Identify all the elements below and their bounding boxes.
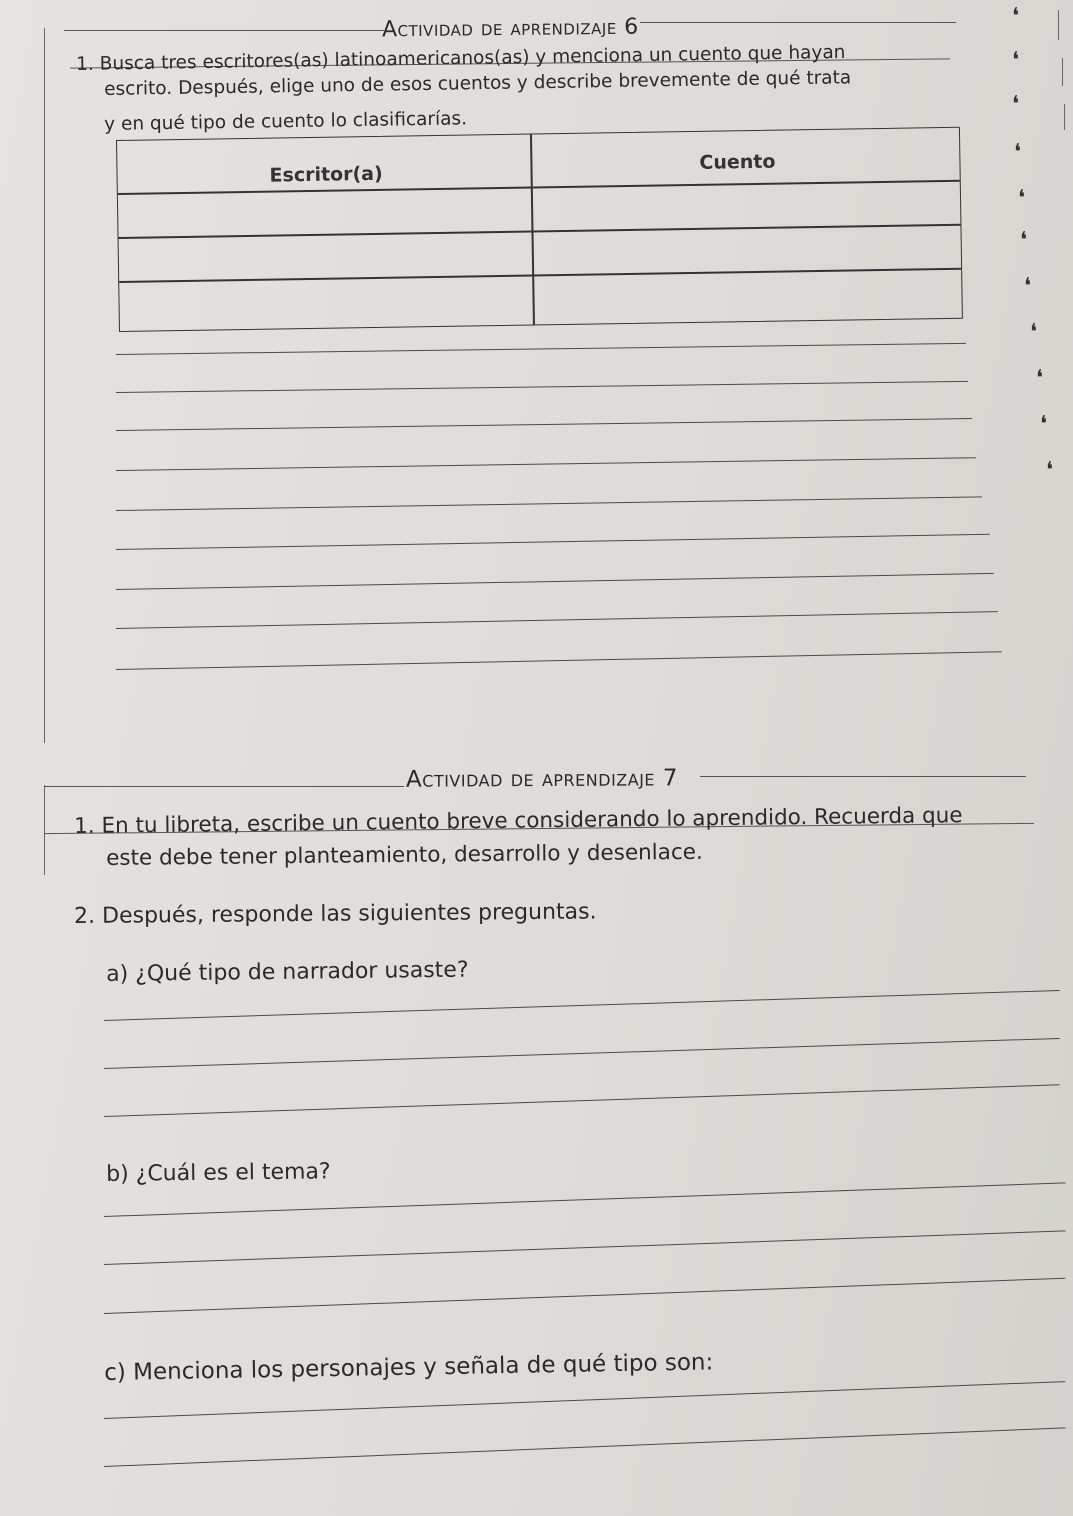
- binding-ring-icon: ❛: [1040, 412, 1048, 437]
- binding-ring-icon: ❛: [1036, 366, 1044, 391]
- answer-line[interactable]: [116, 496, 982, 511]
- activity6-question1-line2: escrito. Después, elige uno de esos cuentos y describe brevemente de qué trata: [104, 67, 852, 100]
- binding-ring-icon: ❛: [1018, 186, 1026, 211]
- binding-ring-icon: ❛: [1014, 140, 1022, 165]
- answer-line[interactable]: [104, 1038, 1060, 1069]
- answer-line[interactable]: [104, 1278, 1065, 1314]
- activity7-question2: 2. Después, responde las siguientes preguntas.: [74, 899, 597, 929]
- table-cell[interactable]: [127, 239, 527, 277]
- answer-line[interactable]: [116, 381, 968, 393]
- answer-line[interactable]: [116, 534, 990, 550]
- right-edge-rule: [1064, 104, 1065, 130]
- binding-ring-icon: ❛: [1046, 458, 1054, 483]
- answer-line[interactable]: [116, 457, 976, 471]
- activity7-sub-b: b) ¿Cuál es el tema?: [106, 1159, 331, 1187]
- left-margin-rule-lower: [44, 785, 45, 875]
- activity7-question1-line2: este debe tener planteamiento, desarrollo y desenlace.: [106, 839, 703, 871]
- answer-line[interactable]: [104, 990, 1060, 1021]
- activity7-top-rule: [44, 786, 404, 787]
- right-edge-rule: [1062, 58, 1063, 86]
- activity6-title: Actividad de aprendizaje 6: [381, 14, 639, 43]
- answer-line[interactable]: [104, 1182, 1065, 1217]
- answer-line[interactable]: [116, 573, 994, 590]
- table-header-writer: Escritor(a): [269, 162, 383, 187]
- activity7-sub-c: c) Menciona los personajes y señala de qué tipo son:: [104, 1349, 714, 1386]
- binding-ring-icon: ❛: [1012, 4, 1020, 29]
- answer-line[interactable]: [104, 1427, 1065, 1467]
- table-cell[interactable]: [126, 195, 526, 233]
- activity6-top-rule: [64, 30, 384, 31]
- activity7-sub-a: a) ¿Qué tipo de narrador usaste?: [106, 957, 469, 987]
- activity6-question1-line1: 1. Busca tres escritores(as) latinoamericanos(as) y menciona un cuento que hayan: [76, 41, 846, 75]
- table-cell[interactable]: [540, 188, 950, 226]
- table-cell[interactable]: [541, 232, 951, 270]
- activity6-top-rule-right: [640, 22, 956, 23]
- right-edge-rule: [1058, 10, 1059, 40]
- table-header-story: Cuento: [699, 150, 776, 174]
- table-cell[interactable]: [127, 283, 527, 321]
- activity7-question1-line1: 1. En tu libreta, escribe un cuento breve considerando lo aprendido. Recuerda que: [74, 803, 963, 839]
- answer-line[interactable]: [116, 343, 966, 355]
- activity7-title: Actividad de aprendizaje 7: [405, 765, 679, 793]
- activity7-top-rule-right: [700, 776, 1026, 777]
- answer-line[interactable]: [116, 418, 972, 431]
- binding-ring-icon: ❛: [1020, 228, 1028, 253]
- left-margin-rule: [44, 28, 45, 743]
- activity6-question1-line3: y en qué tipo de cuento lo clasificarías.: [104, 108, 468, 135]
- binding-ring-icon: ❛: [1012, 48, 1020, 73]
- binding-ring-icon: ❛: [1030, 320, 1038, 345]
- answer-line[interactable]: [116, 611, 998, 629]
- writers-table: [116, 127, 963, 332]
- binding-ring-icon: ❛: [1024, 274, 1032, 299]
- binding-ring-icon: ❛: [1012, 92, 1020, 117]
- answer-line[interactable]: [104, 1230, 1065, 1265]
- answer-line[interactable]: [104, 1381, 1065, 1419]
- answer-line[interactable]: [104, 1084, 1060, 1117]
- answer-line[interactable]: [116, 651, 1002, 670]
- table-cell[interactable]: [541, 276, 951, 314]
